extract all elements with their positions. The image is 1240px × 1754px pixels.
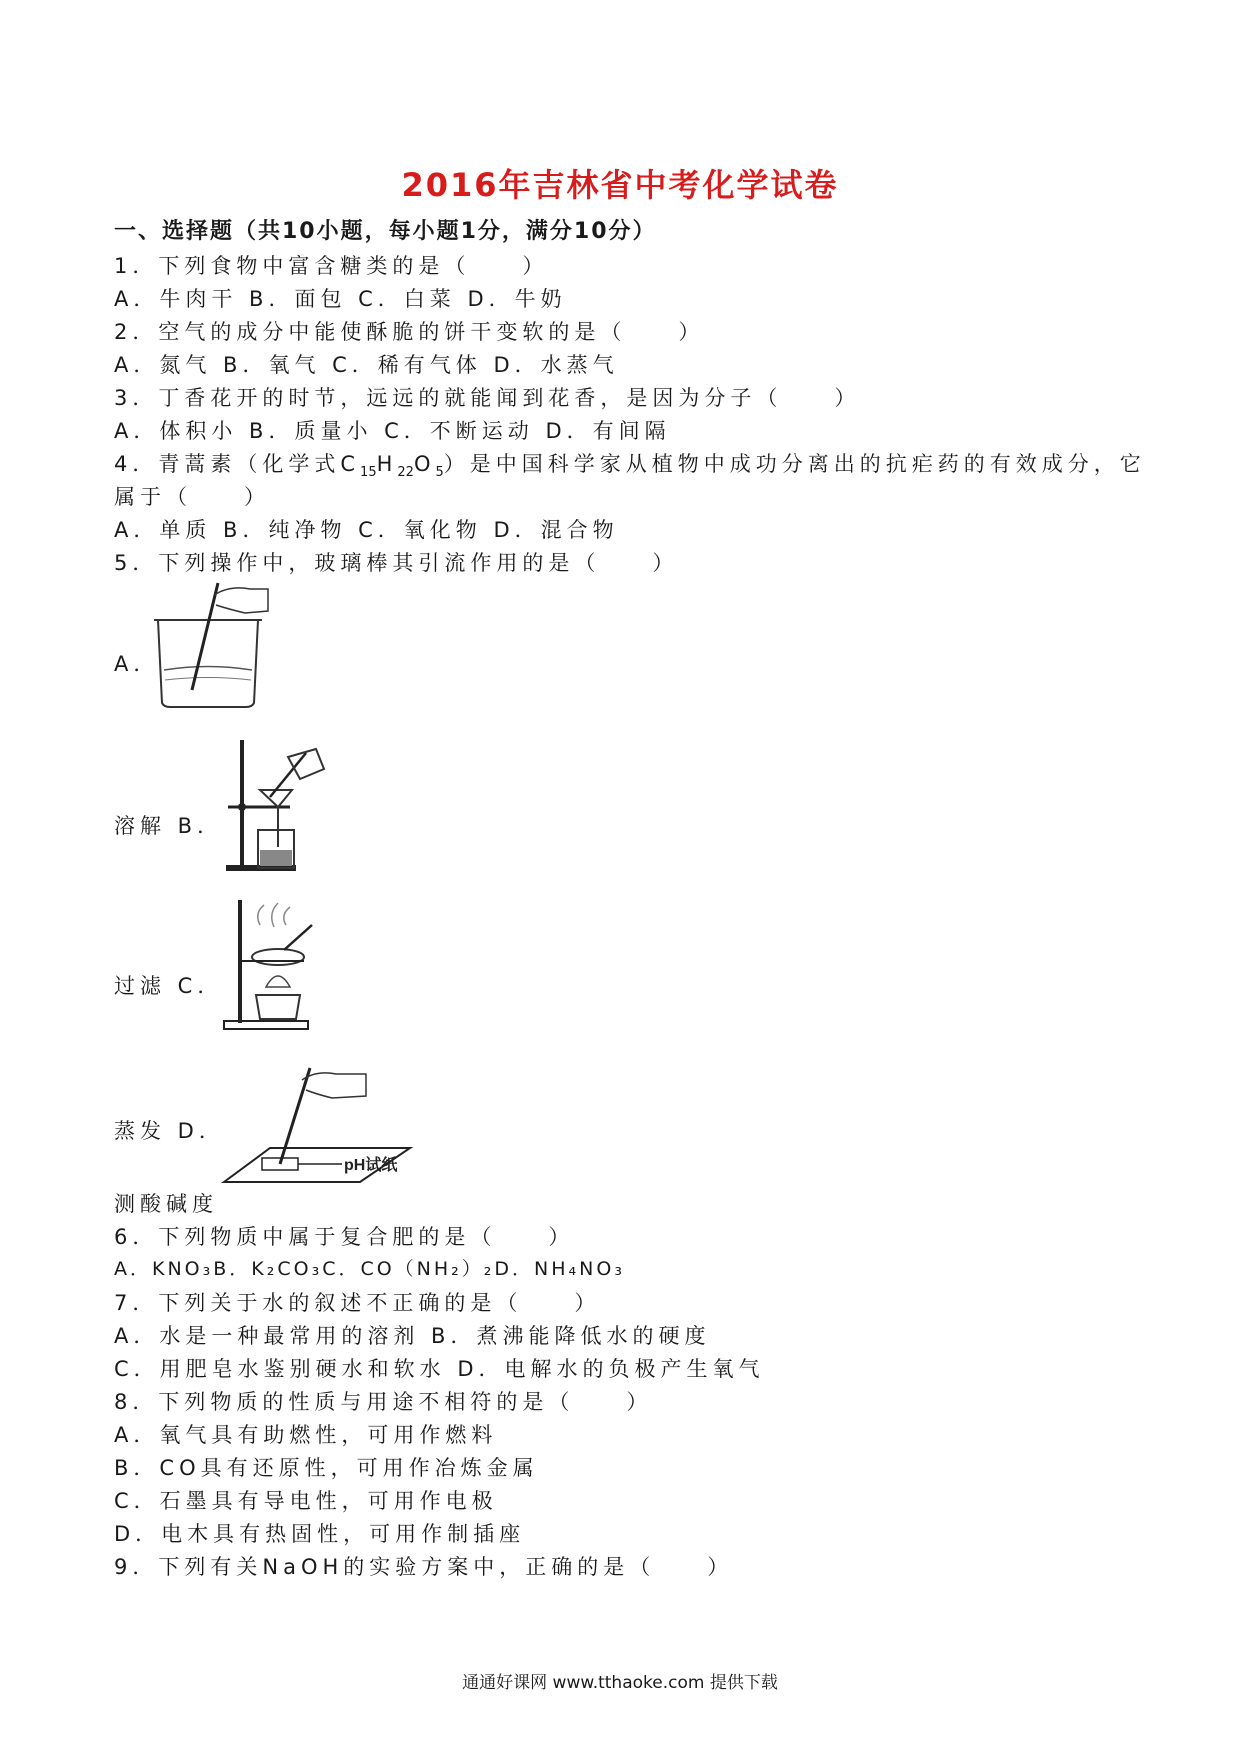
ph-paper-label: pH试纸 xyxy=(344,1157,398,1174)
evaporation-figure xyxy=(220,895,320,1035)
question-4-text-b: ）是中国科学家从植物中成功分离出的抗疟药的有效成分，它 xyxy=(443,452,1146,476)
question-4 xyxy=(114,448,1146,480)
formula-sub-15: 15 xyxy=(360,465,377,481)
formula-c: C xyxy=(340,452,361,476)
formula-sub-22: 22 xyxy=(397,465,414,481)
question-8-option-d: D．电木具有热固性，可用作制插座 xyxy=(114,1522,526,1546)
q5-option-d-caption: 测酸碱度 xyxy=(114,1192,218,1216)
question-6: 6．下列物质中属于复合肥的是（ ） xyxy=(114,1225,575,1249)
question-4-cont: 属于（ ） xyxy=(114,485,270,509)
question-4-options: A．单质 B．纯净物 C．氧化物 D．混合物 xyxy=(114,518,619,542)
q5-option-d-label: 蒸发 D． xyxy=(114,1119,225,1143)
question-8: 8．下列物质的性质与用途不相符的是（ ） xyxy=(114,1390,653,1414)
ph-paper-figure xyxy=(220,1060,420,1185)
question-8-option-a: A．氧气具有助燃性，可用作燃料 xyxy=(114,1423,498,1447)
question-2-options: A．氮气 B．氧气 C．稀有气体 D．水蒸气 xyxy=(114,353,619,377)
page-title: 2016年吉林省中考化学试卷 xyxy=(401,166,839,204)
question-5: 5．下列操作中，玻璃棒其引流作用的是（ ） xyxy=(114,551,679,575)
section-heading: 一、选择题（共10小题，每小题1分，满分10分） xyxy=(114,219,657,244)
question-1: 1．下列食物中富含糖类的是（ ） xyxy=(114,254,549,278)
question-4-text-a: 4．青蒿素（化学式 xyxy=(114,452,341,476)
question-6-options: A．KNO₃B．K₂CO₃C．CO（NH₂）₂D．NH₄NO₃ xyxy=(114,1258,625,1280)
question-7: 7．下列关于水的叙述不正确的是（ ） xyxy=(114,1291,601,1315)
question-8-option-b: B．CO具有还原性，可用作冶炼金属 xyxy=(114,1456,539,1480)
q5-option-b-label: 溶解 B． xyxy=(114,814,224,838)
question-8-option-c: C．石墨具有导电性，可用作电极 xyxy=(114,1489,498,1513)
q5-option-a-label: A． xyxy=(114,652,160,676)
question-1-options: A．牛肉干 B．面包 C．白菜 D．牛奶 xyxy=(114,287,567,311)
question-7-options-cd: C．用肥皂水鉴别硬水和软水 D．电解水的负极产生氧气 xyxy=(114,1357,765,1381)
filtration-figure xyxy=(220,735,330,875)
question-9: 9．下列有关NaOH的实验方案中，正确的是（ ） xyxy=(114,1555,734,1579)
footer-source: 通通好课网 www.tthaoke.com 提供下载 xyxy=(462,1673,778,1693)
formula-h: H xyxy=(376,452,398,476)
q5-option-c-label: 过滤 C． xyxy=(114,974,224,998)
formula-o: O xyxy=(413,452,436,476)
question-3: 3．丁香花开的时节，远远的就能闻到花香，是因为分子（ ） xyxy=(114,386,861,410)
formula-sub-5: 5 xyxy=(435,465,444,481)
dissolve-figure xyxy=(150,575,270,710)
question-3-options: A．体积小 B．质量小 C．不断运动 D．有间隔 xyxy=(114,419,671,443)
question-7-options-ab: A．水是一种最常用的溶剂 B．煮沸能降低水的硬度 xyxy=(114,1324,711,1348)
question-2: 2．空气的成分中能使酥脆的饼干变软的是（ ） xyxy=(114,320,705,344)
